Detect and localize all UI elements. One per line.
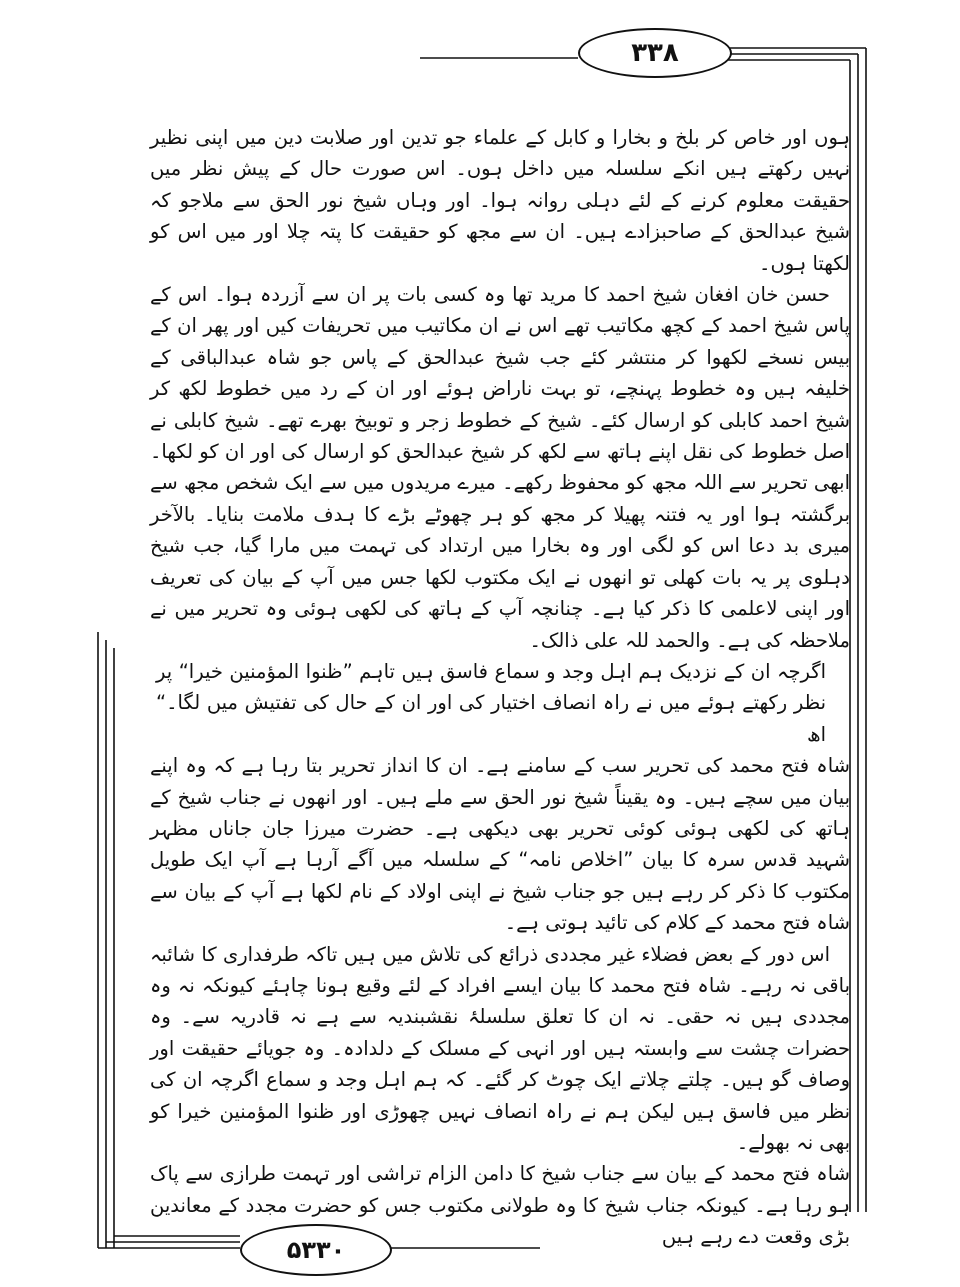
paragraph-6: شاہ فتح محمد کے بیان سے جناب شیخ کا دامن الزام تراشی اور تہمت طرازی سے پاک ہو رہا ہے۔ کیونکہ جناب شیخ کا وہ طولانی مکتوب جس کو حضرت مجدد کے معاندین بڑی وقعت دے رہے ہیں [150, 1162, 850, 1249]
page-number-top: ۳۳۸ [578, 28, 732, 78]
page-number-bottom: ۵۳۳۰ [240, 1224, 392, 1276]
paragraph-2: حسن خان افغان شیخ احمد کا مرید تھا وہ کسی بات پر ان سے آزردہ ہوا۔ اس کے پاس شیخ احمد کے کچھ مکاتیب تھے اس نے ان مکاتیب میں تحریفات کیں اور پھر ان کے بیس نسخے لکھوا کر منتشر کئے جب شیخ عبدالحق کے پاس جو شاہ عبدالباقی کے خلیفہ ہیں وہ خطوط پہنچے، تو بہت ناراض ہوئے اور ان کے رد میں خطوط لکھ کر شیخ احمد کابلی کو ارسال کئے۔ شیخ کے خطوط زجر و توبیخ بھرے تھے۔ شیخ کابلی نے اصل خطوط کی نقل اپنے ہاتھ سے لکھ کر شیخ عبدالحق کو ارسال کی اور ان کو لکھا۔ ابھی تحریر سے اللہ مجھ کو محفوظ رکھے۔ میرے مریدوں میں سے ایک شخص مجھ سے برگشتہ ہوا اور یہ فتنہ پھیلا کر مجھ کو ہر چھوٹے بڑے کا ہدف ملامت بنایا۔ بالآخر میری بد دعا اس کو لگی اور وہ بخارا میں ارتداد کی تہمت میں مارا گیا، جب شیخ دہلوی پر یہ بات کھلی تو انھوں نے ایک مکتوب لکھا جس میں آپ کے بیان کی تعریف اور اپنی لاعلمی کا ذکر کیا ہے۔ چنانچہ آپ کے ہاتھ کی لکھی ہوئی وہ تحریر میں نے ملاحظہ کی ہے۔ والحمد للہ علی ذالک۔ [150, 283, 850, 652]
paragraph-4: شاہ فتح محمد کی تحریر سب کے سامنے ہے۔ ان کا انداز تحریر بتا رہا ہے کہ وہ اپنے بیان میں سچے ہیں۔ وہ یقیناً شیخ نور الحق سے ملے ہیں۔ اور انھوں نے جناب شیخ کے ہاتھ کی لکھی ہوئی کوئی تحریر بھی دیکھی ہے۔ حضرت میرزا جان جاناں مظہر شہید قدس سرہ کا بیان ”اخلاص نامہ“ کے سلسلہ میں آگے آرہا ہے آپ ایک طویل مکتوب کا ذکر کر رہے ہیں جو جناب شیخ نے اپنی اولاد کے نام لکھا ہے آپ کے بیان سے شاہ فتح محمد کے کلام کی تائید ہوتی ہے۔ [150, 754, 851, 935]
paragraph-3-quote: اگرچہ ان کے نزدیک ہم اہل وجد و سماع فاسق ہیں تاہم ”ظنوا المؤمنین خیرا“ پر نظر رکھتے ہوئے میں نے راہ انصاف اختیار کی اور ان کے حال کی تفتیش میں لگا۔“ اھ [156, 659, 826, 746]
paragraph-5: اس دور کے بعض فضلاء غیر مجددی ذرائع کی تلاش میں ہیں تاکہ طرفداری کا شائبہ باقی نہ رہے۔ شاہ فتح محمد کا بیان ایسے افراد کے لئے وقیع ہونا چاہئے کیونکہ نہ وہ مجددی ہیں نہ حقی۔ نہ ان کا تعلق سلسلۂ نقشبندیہ سے ہے نہ قادریہ سے۔ وہ حضرات چشت سے وابستہ ہیں اور انہی کے مسلک کے دلدادہ۔ وہ جویائے حقیقت اور وصاف گو ہیں۔ چلتے چلاتے ایک چوٹ کر گئے۔ کہ ہم اہل وجد و سماع اگرچہ ان کی نظر میں فاسق ہیں لیکن ہم نے راہ انصاف نہیں چھوڑی اور ظنوا المؤمنین خیرا کو بھی نہ بھولے۔ [150, 942, 850, 1154]
paragraph-1: ہوں اور خاص کر بلخ و بخارا و کابل کے علماء جو تدین اور صلابت دین میں اپنی نظیر نہیں رکھتے ہیں انکے سلسلہ میں داخل ہوں۔ اس صورت حال کے پیش نظر میں حقیقت معلوم کرنے کے لئے دہلی روانہ ہوا۔ اور وہاں شیخ نور الحق سے ملاجو کہ شیخ عبدالحق کے صاحبزادے ہیں۔ ان سے مجھ کو حقیقت کا پتہ چلا اور میں اس کو لکھتا ہوں۔ [150, 126, 850, 275]
page-text-body [150, 122, 850, 1253]
